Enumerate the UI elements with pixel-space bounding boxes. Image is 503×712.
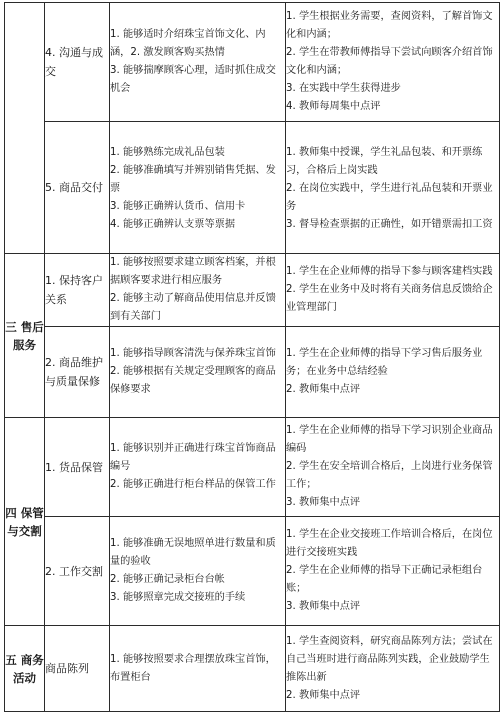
method-line: 1. 学生在企业交接班工作培训合格后，在岗位进行交接班实践 (286, 529, 493, 558)
ability-cell (110, 3, 286, 122)
ability-line: 1. 能够准确无误地照单进行数量和质量的验收 (110, 538, 276, 567)
method-line: 2. 学生在带教师傅指导下尝试向顾客介绍首饰文化和内涵； (286, 47, 493, 76)
method-line: 3. 督导检查票据的正确性，如开错票需扣工资 (286, 218, 493, 230)
method-cell (286, 418, 500, 517)
ability-line: 4. 能够正确辨认支票等票据 (110, 218, 236, 230)
method-line: 2. 学生在安全培训合格后，上岗进行业务保管工作； (286, 461, 493, 490)
ability-line: 1. 能够按照要求建立顾客档案，并根据顾客要求进行相应服务 (110, 257, 276, 286)
method-line: 1. 学生在企业师傅的指导下参与顾客建档实践 (286, 266, 493, 277)
ability-cell (110, 418, 286, 517)
ability-cell (110, 254, 286, 327)
method-line: 1. 学生查阅资料，研究商品陈列方法；尝试在自己当班时进行商品陈列实践，企业鼓励学生推陈出新 (286, 635, 493, 683)
table-row (5, 3, 500, 122)
ability-cell (110, 122, 286, 254)
table-row (5, 327, 500, 418)
ability-line: 1. 能够适时介绍珠宝首饰文化、内涵，2. 激发顾客购买热情 (110, 29, 266, 58)
ability-line: 3. 能够揣摩顾客心理，适时抓住成交机会 (110, 65, 276, 94)
table-row (5, 254, 500, 327)
method-line: 1. 学生在企业师傅的指导下学习识别企业商品编码 (286, 425, 493, 454)
ability-line: 2. 能够正确进行柜台样品的保管工作 (110, 479, 276, 490)
category-cell-blank (5, 3, 45, 254)
table-row (5, 418, 500, 517)
training-table (4, 2, 500, 712)
sub-item-cell: 5. 商品交付 (45, 122, 110, 254)
method-line: 2. 教师集中点评 (286, 689, 361, 701)
category-cell: 五 商务活动 (5, 626, 45, 712)
method-line: 4. 教师每周集中点评 (286, 101, 381, 112)
method-line: 1. 学生在企业师傅的指导下学习售后服务业务；在业务中总结经验 (286, 348, 483, 377)
sub-item-cell: 商品陈列 (45, 626, 110, 712)
ability-line: 1. 能够指导顾客清洗与保养珠宝首饰 (110, 348, 276, 359)
ability-line: 1. 能够识别并正确进行珠宝首饰商品编号 (110, 443, 276, 472)
sub-item-cell: 1. 保持客户关系 (45, 254, 110, 327)
method-line: 2. 教师集中点评 (286, 384, 361, 395)
sub-item-cell: 2. 商品维护与质量保修 (45, 327, 110, 418)
method-line: 3. 教师集中点评 (286, 601, 361, 612)
method-line: 3. 在实践中学生获得进步 (286, 83, 401, 94)
ability-line: 1. 能够按照要求合理摆放珠宝首饰，布置柜台 (110, 653, 276, 683)
method-line: 1. 教师集中授课，学生礼品包装、和开票练习，合格后上岗实践 (286, 146, 483, 176)
method-cell (286, 3, 500, 122)
ability-line: 1. 能够熟练完成礼品包装 (110, 146, 225, 158)
method-line: 2. 学生在企业师傅的指导下正确记录柜组台账； (286, 565, 483, 594)
table-row (5, 626, 500, 712)
category-cell: 三 售后服务 (5, 254, 45, 418)
ability-line: 2. 能够主动了解商品使用信息并反馈到有关部门 (110, 293, 276, 322)
table-row (5, 517, 500, 626)
ability-cell (110, 327, 286, 418)
method-cell (286, 122, 500, 254)
ability-line: 2. 能够准确填写并辨别销售凭据、发票 (110, 164, 276, 194)
sub-item-cell: 2. 工作交割 (45, 517, 110, 626)
ability-line: 3. 能够正确辨认货币、信用卡 (110, 200, 246, 212)
ability-line: 2. 能够根据有关规定受理顾客的商品保修要求 (110, 366, 276, 395)
category-cell: 四 保管与交割 (5, 418, 45, 626)
method-line: 1. 学生根据业务需要，查阅资料，了解首饰文化和内涵； (286, 11, 493, 40)
ability-line: 2. 能够正确记录柜台台帐 (110, 574, 225, 585)
method-cell (286, 327, 500, 418)
table-row (5, 122, 500, 254)
ability-cell (110, 626, 286, 712)
sub-item-cell: 1. 货品保管 (45, 418, 110, 517)
method-line: 2. 学生在业务中及时将有关商务信息反馈给企业管理部门 (286, 284, 493, 313)
ability-line: 3. 能够照章完成交接班的手续 (110, 592, 246, 603)
method-cell (286, 517, 500, 626)
ability-cell (110, 517, 286, 626)
method-line: 2. 在岗位实践中，学生进行礼品包装和开票业务 (286, 182, 493, 212)
method-cell (286, 254, 500, 327)
sub-item-cell: 4. 沟通与成交 (45, 3, 110, 122)
method-line: 3. 教师集中点评 (286, 497, 361, 508)
method-cell (286, 626, 500, 712)
